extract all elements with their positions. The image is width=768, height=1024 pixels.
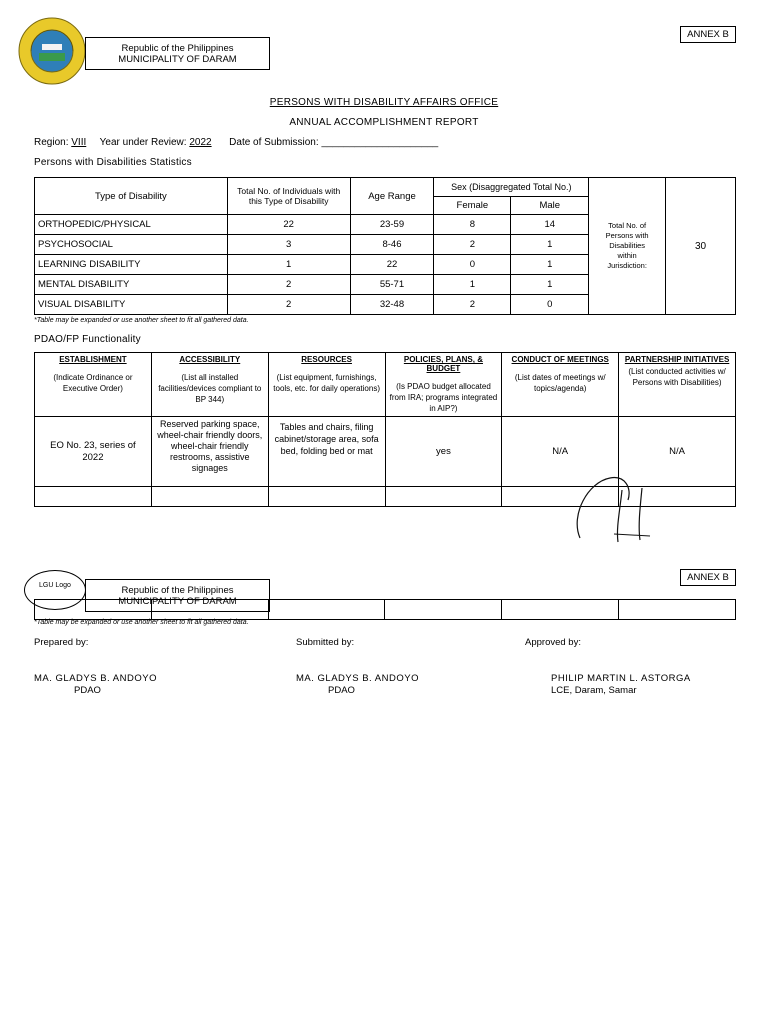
th-sex: Sex (Disaggregated Total No.) — [434, 178, 589, 197]
cell-total: 2 — [227, 295, 350, 315]
col-title: RESOURCES — [301, 355, 352, 364]
cell-total: 22 — [227, 215, 350, 235]
cell-partnership: N/A — [619, 417, 736, 487]
cell-accessibility: Reserved parking space, wheel-chair friendly doors, wheel-chair friendly restrooms, assistive signages — [151, 417, 268, 487]
submission-label: Date of Submission: — [229, 137, 319, 148]
col-desc: (List dates of meetings w/ topics/agenda) — [514, 373, 606, 393]
cell-female: 0 — [434, 255, 511, 275]
header-republic: Republic of the Philippines — [121, 43, 234, 54]
region-label: Region: — [34, 137, 69, 148]
lgu-logo-text: LGU Logo — [39, 582, 71, 589]
header-municipality: MUNICIPALITY OF DARAM — [118, 54, 237, 65]
submitted-name: MA. GLADYS B. ANDOYO — [296, 673, 419, 684]
cell-age: 8-46 — [350, 235, 434, 255]
report-meta — [34, 137, 438, 148]
prepared-name: MA. GLADYS B. ANDOYO — [34, 673, 157, 684]
col-title: ACCESSIBILITY — [179, 355, 241, 364]
cell-male: 1 — [511, 235, 589, 255]
cell-age: 23-59 — [350, 215, 434, 235]
table-note-2: *Table may be expanded or use another sheet to fit all gathered data. — [34, 619, 249, 626]
stats-table — [34, 177, 736, 315]
cell-age: 32-48 — [350, 295, 434, 315]
office-title: PERSONS WITH DISABILITY AFFAIRS OFFICE — [269, 97, 499, 108]
cell-male: 1 — [511, 275, 589, 295]
stats-heading: Persons with Disabilities Statistics — [34, 157, 192, 168]
prepared-label: Prepared by: — [34, 637, 89, 648]
header-republic-2: Republic of the Philippines — [121, 585, 234, 596]
cell-type: PSYCHOSOCIAL — [35, 235, 228, 255]
th-age: Age Range — [350, 178, 434, 215]
approved-name: PHILIP MARTIN L. ASTORGA — [551, 673, 691, 684]
header-box — [85, 37, 270, 70]
cell-male: 1 — [511, 255, 589, 275]
functionality-heading: PDAO/FP Functionality — [34, 334, 141, 345]
cell-female: 2 — [434, 295, 511, 315]
cell-type: LEARNING DISABILITY — [35, 255, 228, 275]
lgu-logo — [24, 570, 86, 610]
cell-establishment: EO No. 23, series of 2022 — [35, 417, 152, 487]
cell-female: 2 — [434, 235, 511, 255]
col-desc: (List equipment, furnishings, tools, etc. for daily operations) — [273, 373, 380, 393]
col-resources — [268, 353, 385, 417]
submitted-label: Submitted by: — [296, 637, 355, 648]
side-value: 30 — [666, 178, 736, 315]
header-box-2 — [85, 579, 270, 612]
th-male: Male — [511, 197, 589, 215]
report-title: ANNUAL ACCOMPLISHMENT REPORT — [289, 117, 479, 128]
municipal-seal — [18, 17, 86, 85]
region-value: VIII — [71, 137, 87, 148]
col-title: POLICIES, PLANS, & BUDGET — [403, 355, 483, 373]
cell-type: MENTAL DISABILITY — [35, 275, 228, 295]
cell-female: 1 — [434, 275, 511, 295]
col-desc: (Indicate Ordinance or Executive Order) — [53, 373, 133, 393]
signature-scribble — [570, 470, 660, 550]
cell-resources: Tables and chairs, filing cabinet/storage area, sofa bed, folding bed or mat — [268, 417, 385, 487]
col-establishment — [35, 353, 152, 417]
cell-female: 8 — [434, 215, 511, 235]
cell-male: 14 — [511, 215, 589, 235]
col-title: CONDUCT OF MEETINGS — [511, 355, 609, 364]
year-value: 2022 — [189, 137, 212, 148]
col-desc: (List all installed facilities/devices compliant to BP 344) — [158, 373, 262, 404]
cell-male: 0 — [511, 295, 589, 315]
side-label: Total No. of Persons with Disabilities within Jurisdiction: — [589, 178, 666, 315]
prepared-title: PDAO — [74, 685, 101, 696]
table-note: *Table may be expanded or use another sheet to fit all gathered data. — [34, 317, 249, 324]
col-desc: (List conducted activities w/ Persons with Disabilities) — [628, 367, 726, 387]
th-type: Type of Disability — [35, 178, 228, 215]
approved-title: LCE, Daram, Samar — [551, 685, 637, 696]
annex-label: ANNEX B — [680, 26, 736, 43]
header-municipality-2: MUNICIPALITY OF DARAM — [118, 596, 237, 607]
cell-type: VISUAL DISABILITY — [35, 295, 228, 315]
cell-age: 55-71 — [350, 275, 434, 295]
col-accessibility — [151, 353, 268, 417]
cell-age: 22 — [350, 255, 434, 275]
col-title: ESTABLISHMENT — [59, 355, 127, 364]
col-desc: (Is PDAO budget allocated from IRA; programs integrated in AIP?) — [389, 382, 498, 413]
cell-policies: yes — [385, 417, 502, 487]
col-partnership — [619, 353, 736, 417]
submitted-title: PDAO — [328, 685, 355, 696]
cell-total: 3 — [227, 235, 350, 255]
col-title: PARTNERSHIP INITIATIVES — [624, 355, 730, 364]
cell-meetings: N/A — [502, 417, 619, 487]
th-female: Female — [434, 197, 511, 215]
col-meetings — [502, 353, 619, 417]
cell-total: 1 — [227, 255, 350, 275]
year-label: Year under Review: — [99, 137, 187, 148]
th-total: Total No. of Individuals with this Type of Disability — [227, 178, 350, 215]
approved-label: Approved by: — [525, 637, 581, 648]
annex-label-2: ANNEX B — [680, 569, 736, 586]
cell-total: 2 — [227, 275, 350, 295]
col-policies — [385, 353, 502, 417]
cell-type: ORTHOPEDIC/PHYSICAL — [35, 215, 228, 235]
submission-value: _____________________ — [321, 137, 439, 148]
